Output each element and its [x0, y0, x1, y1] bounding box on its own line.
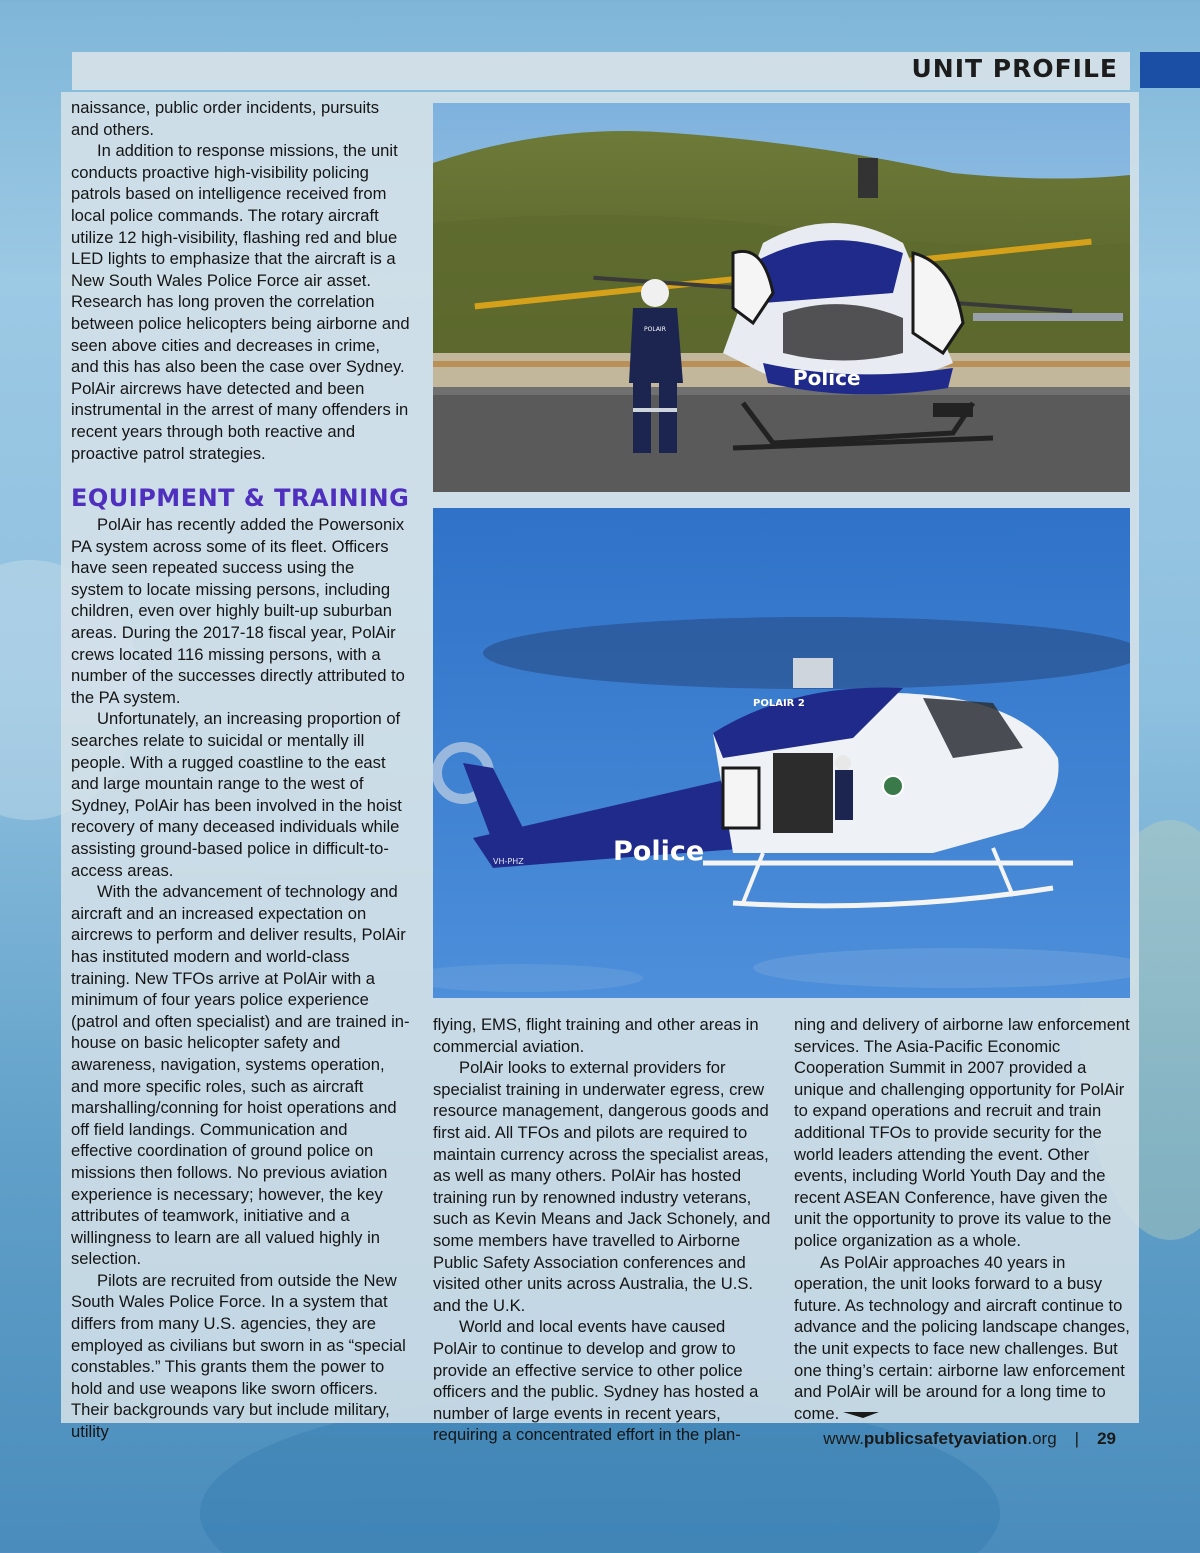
officer-back-lettering: POLAIR — [644, 326, 666, 333]
paragraph — [794, 1252, 1130, 1425]
header-tab — [1140, 52, 1200, 88]
paragraph: In addition to response missions, the unit conducts proactive high-visibility policing patrols based on intelligence received from local police commands. The rotary aircraft utilize 12 high-visibility, flashing red and blue LED lights to emphasize that the aircraft is a New South Wales Police Force air asset. Research has long proven the correlation between police helicopters being airborne and seen above cities and decreases in crime, and this has also been the case over Sydney. PolAir aircrews have detected and been instrumental in the arrest of many offenders in recent years through both reactive and proactive patrol strategies. — [71, 141, 410, 463]
paragraph: Pilots are recruited from outside the New South Wales Police Force. In a system that differs from many U.S. agencies, they are employed as civilians but sworn in as “special constables.” This grants them the power to hold and use weapons like sworn officers. Their backgrounds vary but include military, utility — [71, 1270, 406, 1442]
paragraph: PolAir has recently added the Powersonix PA system across some of its fleet. Officers have seen repeated success using the system to locate missing persons, including children, even over highly built-up suburban areas. During the 2017-18 fiscal year, PolAir crews located 116 missing persons, with a number of the successes directly attributed to the PA system. — [71, 515, 405, 707]
section-label: UNIT PROFILE — [911, 54, 1118, 83]
footer-separator: | — [1074, 1429, 1080, 1448]
closing-text: As PolAir approaches 40 years in operation, the unit looks forward to a busy future. As technology and aircraft continue to advance and the policing landscape changes, the unit expects to face new challenges. But one thing’s certain: airborne law enforcement and PolAir will be around for a long time to come. — [794, 1252, 1130, 1423]
tail-registration: VH-PHZ — [493, 857, 524, 866]
website-link[interactable]: www.publicsafetyaviation.org — [823, 1429, 1057, 1448]
article-column-left — [71, 97, 411, 1443]
section-heading: EQUIPMENT & TRAINING — [71, 484, 410, 513]
page-footer — [823, 1429, 1116, 1449]
end-of-article-icon — [843, 1409, 879, 1419]
paragraph: ning and delivery of airborne law enforcement services. The Asia-Pacific Economic Cooperation Summit in 2007 provided a unique and challenging opportunity for PolAir to expand operations and recruit and train additional TFOs to provide security for the world leaders attending the event. Other events, including World Youth Day and the recent ASEAN Conference, have given the unit the opportunity to prove its value to the police organization as a whole. — [794, 1015, 1130, 1250]
article-column-middle — [433, 1014, 773, 1446]
rotor-mast-lettering: POLAIR 2 — [753, 698, 805, 709]
fuselage-lettering: Police — [793, 366, 861, 390]
paragraph: naissance, public order incidents, pursuits and others. — [71, 98, 380, 139]
photo-helicopter-in-flight — [433, 508, 1130, 998]
paragraph: flying, EMS, flight training and other areas in commercial aviation. — [433, 1015, 759, 1056]
fuselage-lettering: Police — [613, 836, 705, 867]
paragraph: World and local events have caused PolAir to continue to develop and grow to provide an effective service to other police officers and the public. Sydney has hosted a number of large events in recent years, requiring a concentrated effort in the plan- — [433, 1317, 759, 1445]
paragraph: With the advancement of technology and aircraft and an increased expectation on aircrews to perform and deliver results, PolAir has instituted modern and world-class training. New TFOs arrive at PolAir with a minimum of four years police experience (patrol and often specialist) and are trained in-house on basic helicopter safety and awareness, navigation, systems operation, and more specific roles, such as aircraft marshalling/conning for hoist operations and off field landings. Communication and effective coordination of ground police on missions then follows. No previous aviation experience is necessary; however, the key attributes of teamwork, initiative and a willingness to learn are all valued highly in selection. — [71, 882, 410, 1269]
paragraph: Unfortunately, an increasing proportion of searches relate to suicidal or mentally ill people. With a rugged coastline to the east and large mountain range to the west of Sydney, PolAir has been involved in the hoist recovery of many deceased individuals while assisting ground-based police in difficult-to-access areas. — [71, 709, 402, 880]
page-number: 29 — [1097, 1429, 1116, 1448]
paragraph: PolAir looks to external providers for specialist training in underwater egress, crew resource management, dangerous goods and first aid. All TFOs and pilots are required to maintain currency across the specialist areas, as well as many others. PolAir has hosted training run by renowned industry veterans, such as Kevin Means and Jack Schonely, and some members have travelled to Airborne Public Safety Association conferences and visited other units across Australia, the U.S. and the U.K. — [433, 1058, 771, 1315]
article-column-right — [794, 1014, 1130, 1424]
photo-helicopter-on-ground — [433, 103, 1130, 492]
